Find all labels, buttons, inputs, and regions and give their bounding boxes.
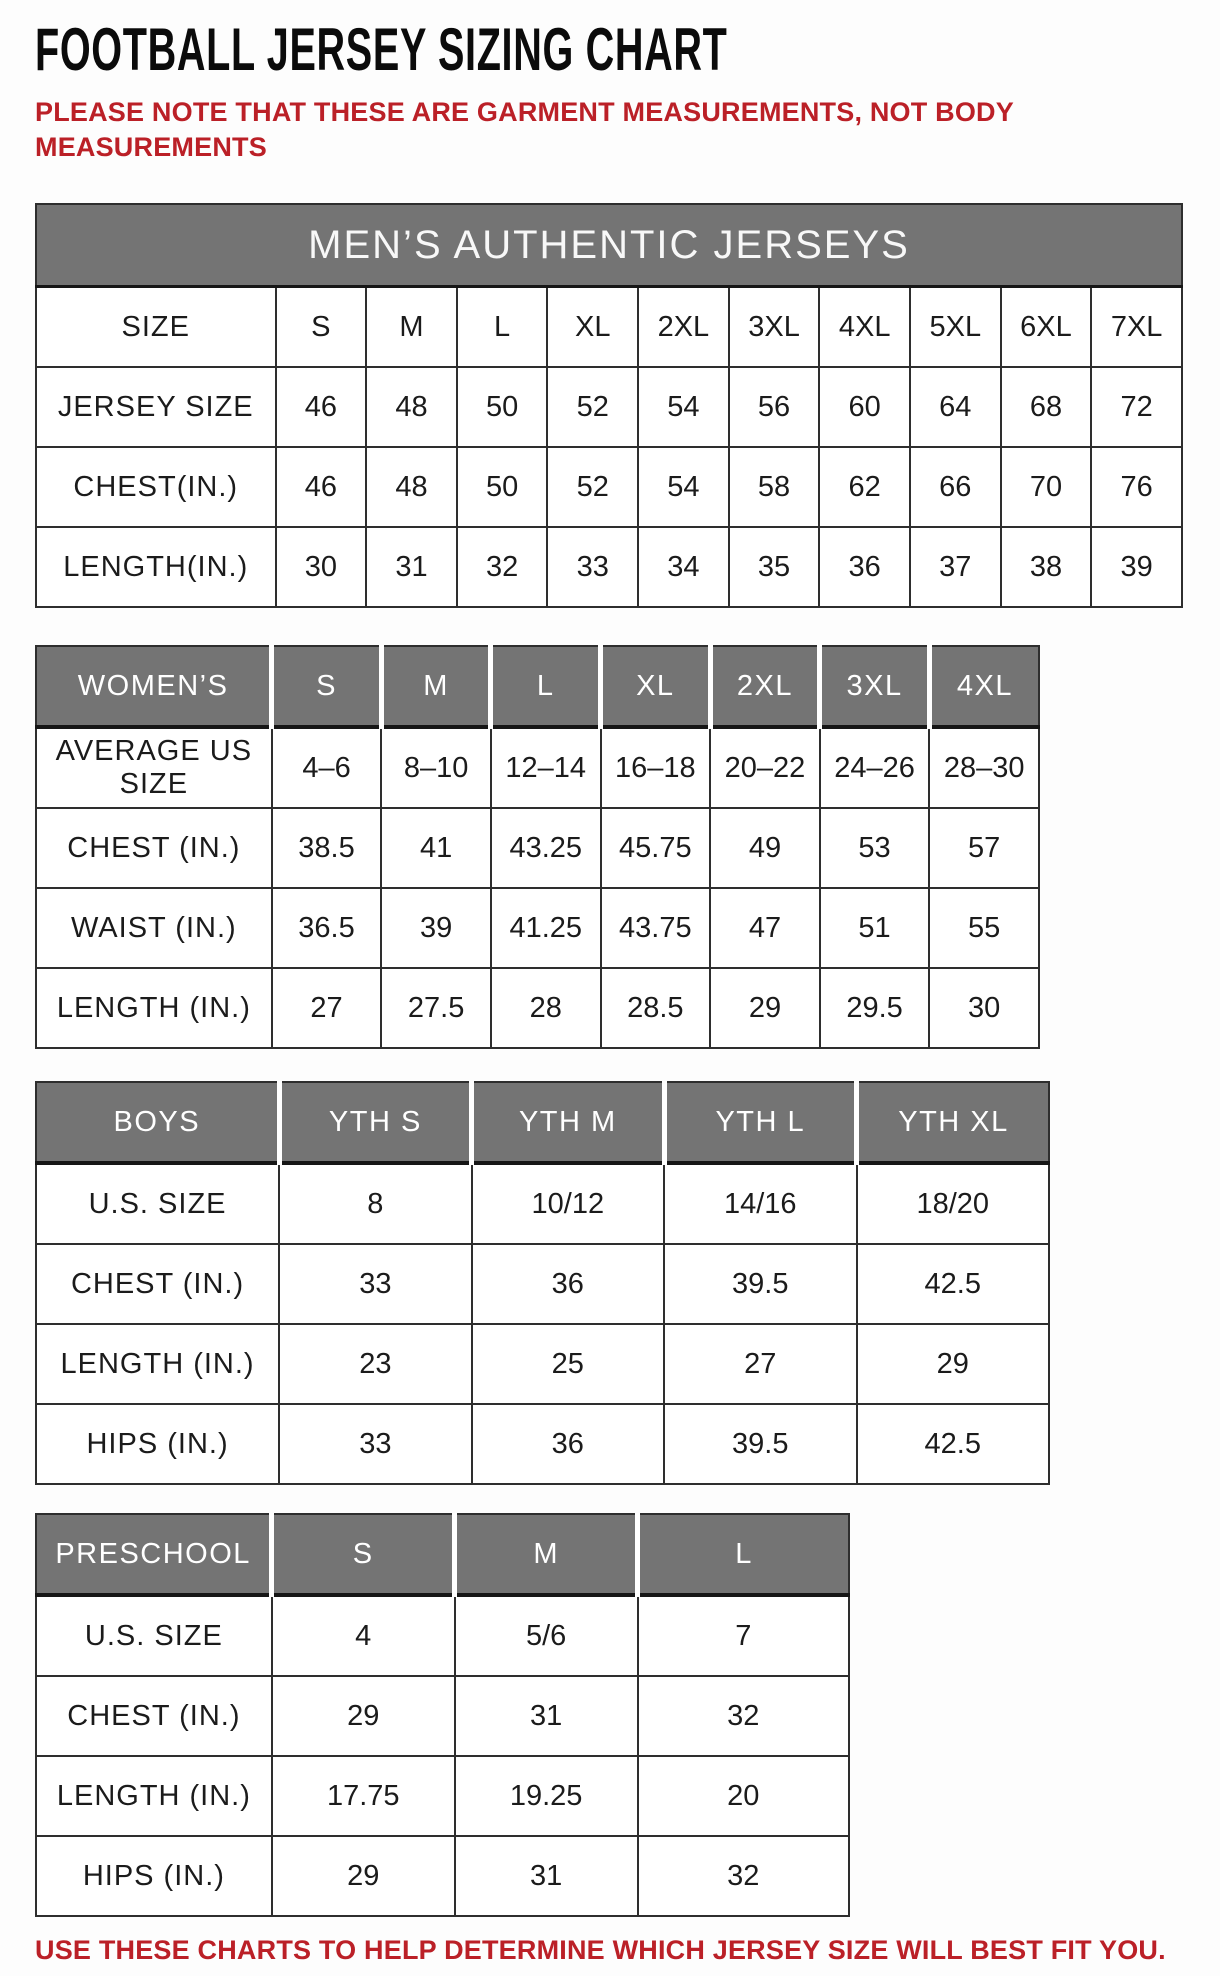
data-cell: 18/20 — [857, 1163, 1049, 1244]
data-cell: 66 — [910, 447, 1001, 527]
table-title-header: WOMEN’S — [36, 646, 272, 727]
data-cell: 70 — [1001, 447, 1092, 527]
data-cell: 27.5 — [381, 968, 491, 1048]
data-cell: 36 — [472, 1244, 664, 1324]
column-header: YTH M — [472, 1082, 664, 1163]
page-title — [35, 18, 1185, 81]
data-cell: 8 — [279, 1163, 471, 1244]
data-cell: 6XL — [1001, 287, 1092, 368]
data-cell: 30 — [929, 968, 1039, 1048]
row-label: CHEST (IN.) — [36, 808, 272, 888]
data-cell: 16–18 — [601, 727, 711, 808]
row-label: U.S. SIZE — [36, 1595, 272, 1676]
column-header: YTH S — [279, 1082, 471, 1163]
data-cell: 53 — [820, 808, 930, 888]
row-label: CHEST (IN.) — [36, 1244, 279, 1324]
table-row — [36, 1756, 849, 1836]
row-label: HIPS (IN.) — [36, 1404, 279, 1484]
column-header: L — [638, 1514, 849, 1595]
column-header: YTH XL — [857, 1082, 1049, 1163]
data-cell: 57 — [929, 808, 1039, 888]
preschool-sizing-table — [35, 1513, 850, 1917]
row-label: LENGTH (IN.) — [36, 1324, 279, 1404]
data-cell: 54 — [638, 447, 729, 527]
data-cell: 47 — [710, 888, 820, 968]
data-cell: 23 — [279, 1324, 471, 1404]
data-cell: 32 — [457, 527, 548, 607]
data-cell: 31 — [366, 527, 457, 607]
data-cell: 38 — [1001, 527, 1092, 607]
data-cell: 36 — [819, 527, 910, 607]
data-cell: 55 — [929, 888, 1039, 968]
footer-note: USE THESE CHARTS TO HELP DETERMINE WHICH JERSEY SIZE WILL BEST FIT YOU. — [35, 1935, 1166, 1966]
table-row — [36, 1836, 849, 1916]
data-cell: 64 — [910, 367, 1001, 447]
column-header: 3XL — [820, 646, 930, 727]
data-cell: 17.75 — [272, 1756, 455, 1836]
data-cell: 4 — [272, 1595, 455, 1676]
data-cell: 7 — [638, 1595, 849, 1676]
data-cell: 29 — [857, 1324, 1049, 1404]
data-cell: 68 — [1001, 367, 1092, 447]
table-header-row — [36, 646, 1039, 727]
data-cell: 28–30 — [929, 727, 1039, 808]
row-label: WAIST (IN.) — [36, 888, 272, 968]
data-cell: L — [457, 287, 548, 368]
data-cell: 36 — [472, 1404, 664, 1484]
data-cell: 28 — [491, 968, 601, 1048]
data-cell: 2XL — [638, 287, 729, 368]
data-cell: 30 — [276, 527, 367, 607]
garment-measurement-note — [35, 95, 1185, 165]
data-cell: 10/12 — [472, 1163, 664, 1244]
table-row — [36, 1404, 1049, 1484]
data-cell: 42.5 — [857, 1244, 1049, 1324]
row-label: CHEST (IN.) — [36, 1676, 272, 1756]
row-label: AVERAGE US SIZE — [36, 727, 272, 808]
data-cell: 46 — [276, 367, 367, 447]
data-cell: 29 — [272, 1676, 455, 1756]
table-row — [36, 1163, 1049, 1244]
data-cell: 12–14 — [491, 727, 601, 808]
row-label: LENGTH (IN.) — [36, 968, 272, 1048]
data-cell: 60 — [819, 367, 910, 447]
table-row — [36, 447, 1182, 527]
table-row — [36, 1324, 1049, 1404]
data-cell: 39 — [1091, 527, 1182, 607]
data-cell: 52 — [547, 447, 638, 527]
data-cell: 29 — [272, 1836, 455, 1916]
data-cell: 41.25 — [491, 888, 601, 968]
data-cell: S — [276, 287, 367, 368]
table-title-header: PRESCHOOL — [36, 1514, 272, 1595]
data-cell: 51 — [820, 888, 930, 968]
boys-sizing-table — [35, 1081, 1050, 1485]
column-header: M — [455, 1514, 638, 1595]
data-cell: 45.75 — [601, 808, 711, 888]
row-label: CHEST(IN.) — [36, 447, 276, 527]
table-banner: MEN’S AUTHENTIC JERSEYS — [36, 204, 1182, 287]
data-cell: 62 — [819, 447, 910, 527]
data-cell: 29.5 — [820, 968, 930, 1048]
note-line-1: PLEASE NOTE THAT THESE ARE GARMENT MEASUREMENTS, NOT BODY — [35, 97, 1014, 127]
data-cell: 36.5 — [272, 888, 382, 968]
data-cell: 72 — [1091, 367, 1182, 447]
data-cell: 27 — [272, 968, 382, 1048]
data-cell: 56 — [729, 367, 820, 447]
data-cell: 24–26 — [820, 727, 930, 808]
table-row — [36, 808, 1039, 888]
data-cell: 58 — [729, 447, 820, 527]
data-cell: 5/6 — [455, 1595, 638, 1676]
data-cell: 49 — [710, 808, 820, 888]
table-header-row — [36, 1082, 1049, 1163]
data-cell: 3XL — [729, 287, 820, 368]
table-title-header: BOYS — [36, 1082, 279, 1163]
data-cell: 37 — [910, 527, 1001, 607]
table-row — [36, 527, 1182, 607]
data-cell: 28.5 — [601, 968, 711, 1048]
column-header: S — [272, 646, 382, 727]
page-title-text: FOOTBALL JERSEY SIZING CHART — [35, 16, 728, 83]
data-cell: 33 — [547, 527, 638, 607]
data-cell: 14/16 — [664, 1163, 856, 1244]
row-label: LENGTH(IN.) — [36, 527, 276, 607]
table-row — [36, 367, 1182, 447]
data-cell: 43.75 — [601, 888, 711, 968]
data-cell: 20 — [638, 1756, 849, 1836]
data-cell: 48 — [366, 447, 457, 527]
data-cell: 42.5 — [857, 1404, 1049, 1484]
data-cell: 20–22 — [710, 727, 820, 808]
table-header-row — [36, 1514, 849, 1595]
table-row — [36, 888, 1039, 968]
row-label: U.S. SIZE — [36, 1163, 279, 1244]
table-row — [36, 968, 1039, 1048]
data-cell: 50 — [457, 367, 548, 447]
table-row — [36, 1676, 849, 1756]
table-banner-row — [36, 204, 1182, 287]
mens-authentic-jerseys-table — [35, 203, 1183, 608]
data-cell: 19.25 — [455, 1756, 638, 1836]
data-cell: 8–10 — [381, 727, 491, 808]
data-cell: 46 — [276, 447, 367, 527]
data-cell: 32 — [638, 1676, 849, 1756]
column-header: YTH L — [664, 1082, 856, 1163]
data-cell: M — [366, 287, 457, 368]
data-cell: 48 — [366, 367, 457, 447]
column-header: M — [381, 646, 491, 727]
data-cell: 76 — [1091, 447, 1182, 527]
data-cell: 33 — [279, 1244, 471, 1324]
column-header: S — [272, 1514, 455, 1595]
data-cell: 25 — [472, 1324, 664, 1404]
column-header: 2XL — [710, 646, 820, 727]
row-label: JERSEY SIZE — [36, 367, 276, 447]
column-header: L — [491, 646, 601, 727]
data-cell: 43.25 — [491, 808, 601, 888]
data-cell: 5XL — [910, 287, 1001, 368]
table-row — [36, 287, 1182, 368]
data-cell: 52 — [547, 367, 638, 447]
data-cell: XL — [547, 287, 638, 368]
data-cell: 27 — [664, 1324, 856, 1404]
data-cell: 54 — [638, 367, 729, 447]
column-header: 4XL — [929, 646, 1039, 727]
data-cell: 4XL — [819, 287, 910, 368]
data-cell: 50 — [457, 447, 548, 527]
data-cell: 38.5 — [272, 808, 382, 888]
data-cell: 4–6 — [272, 727, 382, 808]
womens-sizing-table — [35, 645, 1040, 1049]
table-row — [36, 727, 1039, 808]
data-cell: 7XL — [1091, 287, 1182, 368]
row-label: SIZE — [36, 287, 276, 368]
table-row — [36, 1244, 1049, 1324]
data-cell: 39.5 — [664, 1244, 856, 1324]
data-cell: 31 — [455, 1836, 638, 1916]
data-cell: 34 — [638, 527, 729, 607]
column-header: XL — [601, 646, 711, 727]
row-label: LENGTH (IN.) — [36, 1756, 272, 1836]
data-cell: 32 — [638, 1836, 849, 1916]
row-label: HIPS (IN.) — [36, 1836, 272, 1916]
data-cell: 31 — [455, 1676, 638, 1756]
note-line-2: MEASUREMENTS — [35, 132, 267, 163]
table-row — [36, 1595, 849, 1676]
data-cell: 39.5 — [664, 1404, 856, 1484]
data-cell: 41 — [381, 808, 491, 888]
data-cell: 33 — [279, 1404, 471, 1484]
data-cell: 39 — [381, 888, 491, 968]
data-cell: 29 — [710, 968, 820, 1048]
data-cell: 35 — [729, 527, 820, 607]
